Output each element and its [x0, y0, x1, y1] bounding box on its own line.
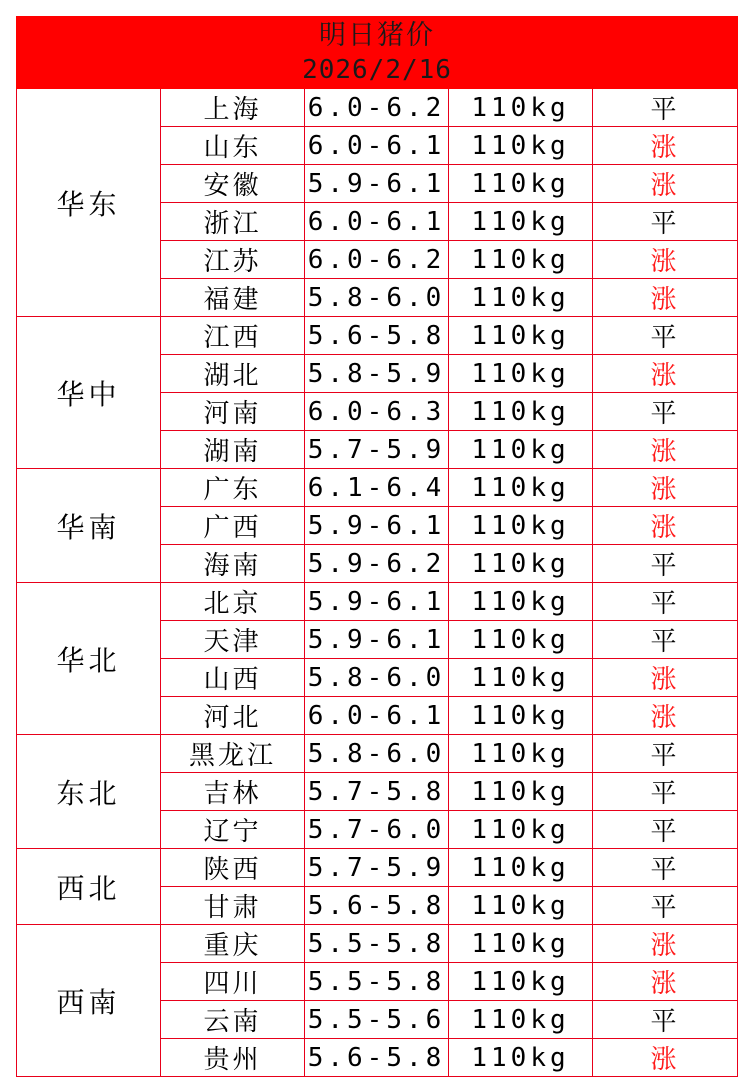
- price-cell: 5.7-5.9: [305, 849, 449, 887]
- region-cell: 西南: [17, 925, 161, 1077]
- weight-cell: 110kg: [449, 355, 593, 393]
- trend-cell: 平: [593, 545, 738, 583]
- price-cell: 6.0-6.1: [305, 203, 449, 241]
- province-cell: 重庆: [161, 925, 305, 963]
- trend-cell: 涨: [593, 507, 738, 545]
- weight-cell: 110kg: [449, 507, 593, 545]
- region-cell: 华东: [17, 89, 161, 317]
- price-cell: 5.8-5.9: [305, 355, 449, 393]
- price-cell: 6.0-6.1: [305, 697, 449, 735]
- table-row: [17, 583, 738, 621]
- price-cell: 5.7-5.9: [305, 431, 449, 469]
- price-cell: 5.8-6.0: [305, 659, 449, 697]
- table-row: [17, 89, 738, 127]
- province-cell: 浙江: [161, 203, 305, 241]
- price-cell: 5.9-6.1: [305, 621, 449, 659]
- price-cell: 5.5-5.6: [305, 1001, 449, 1039]
- pig-price-table: [16, 16, 738, 1077]
- trend-cell: 平: [593, 89, 738, 127]
- province-cell: 山东: [161, 127, 305, 165]
- weight-cell: 110kg: [449, 811, 593, 849]
- trend-cell: 平: [593, 317, 738, 355]
- weight-cell: 110kg: [449, 1039, 593, 1077]
- price-cell: 5.6-5.8: [305, 1039, 449, 1077]
- province-cell: 四川: [161, 963, 305, 1001]
- price-cell: 6.1-6.4: [305, 469, 449, 507]
- trend-cell: 平: [593, 203, 738, 241]
- weight-cell: 110kg: [449, 393, 593, 431]
- weight-cell: 110kg: [449, 659, 593, 697]
- region-cell: 华北: [17, 583, 161, 735]
- trend-cell: 平: [593, 887, 738, 925]
- weight-cell: 110kg: [449, 697, 593, 735]
- price-cell: 5.9-6.2: [305, 545, 449, 583]
- price-cell: 5.7-5.8: [305, 773, 449, 811]
- table-row: [17, 849, 738, 887]
- trend-cell: 涨: [593, 431, 738, 469]
- province-cell: 黑龙江: [161, 735, 305, 773]
- province-cell: 湖北: [161, 355, 305, 393]
- province-cell: 上海: [161, 89, 305, 127]
- region-cell: 东北: [17, 735, 161, 849]
- trend-cell: 平: [593, 393, 738, 431]
- weight-cell: 110kg: [449, 773, 593, 811]
- weight-cell: 110kg: [449, 1001, 593, 1039]
- trend-cell: 涨: [593, 469, 738, 507]
- trend-cell: 涨: [593, 355, 738, 393]
- weight-cell: 110kg: [449, 127, 593, 165]
- province-cell: 山西: [161, 659, 305, 697]
- weight-cell: 110kg: [449, 241, 593, 279]
- province-cell: 云南: [161, 1001, 305, 1039]
- trend-cell: 平: [593, 621, 738, 659]
- trend-cell: 平: [593, 849, 738, 887]
- province-cell: 江西: [161, 317, 305, 355]
- table-row: [17, 735, 738, 773]
- trend-cell: 涨: [593, 925, 738, 963]
- region-cell: 华中: [17, 317, 161, 469]
- province-cell: 天津: [161, 621, 305, 659]
- table-row: [17, 317, 738, 355]
- weight-cell: 110kg: [449, 583, 593, 621]
- trend-cell: 涨: [593, 659, 738, 697]
- weight-cell: 110kg: [449, 849, 593, 887]
- region-cell: 华南: [17, 469, 161, 583]
- weight-cell: 110kg: [449, 317, 593, 355]
- province-cell: 湖南: [161, 431, 305, 469]
- price-cell: 5.6-5.8: [305, 887, 449, 925]
- weight-cell: 110kg: [449, 887, 593, 925]
- price-cell: 5.5-5.8: [305, 963, 449, 1001]
- price-cell: 5.6-5.8: [305, 317, 449, 355]
- weight-cell: 110kg: [449, 469, 593, 507]
- weight-cell: 110kg: [449, 431, 593, 469]
- weight-cell: 110kg: [449, 165, 593, 203]
- province-cell: 福建: [161, 279, 305, 317]
- price-cell: 5.5-5.8: [305, 925, 449, 963]
- weight-cell: 110kg: [449, 279, 593, 317]
- price-cell: 6.0-6.2: [305, 89, 449, 127]
- price-cell: 6.0-6.2: [305, 241, 449, 279]
- trend-cell: 平: [593, 773, 738, 811]
- weight-cell: 110kg: [449, 735, 593, 773]
- province-cell: 陕西: [161, 849, 305, 887]
- province-cell: 北京: [161, 583, 305, 621]
- trend-cell: 平: [593, 583, 738, 621]
- trend-cell: 平: [593, 811, 738, 849]
- province-cell: 安徽: [161, 165, 305, 203]
- price-cell: 5.9-6.1: [305, 583, 449, 621]
- price-cell: 6.0-6.3: [305, 393, 449, 431]
- trend-cell: 涨: [593, 1039, 738, 1077]
- province-cell: 海南: [161, 545, 305, 583]
- table-title: 明日猪价: [319, 19, 436, 51]
- weight-cell: 110kg: [449, 621, 593, 659]
- province-cell: 广西: [161, 507, 305, 545]
- region-cell: 西北: [17, 849, 161, 925]
- price-cell: 5.7-6.0: [305, 811, 449, 849]
- price-cell: 5.9-6.1: [305, 507, 449, 545]
- trend-cell: 平: [593, 1001, 738, 1039]
- trend-cell: 涨: [593, 963, 738, 1001]
- table-row: [17, 469, 738, 507]
- province-cell: 甘肃: [161, 887, 305, 925]
- province-cell: 广东: [161, 469, 305, 507]
- price-cell: 5.9-6.1: [305, 165, 449, 203]
- province-cell: 吉林: [161, 773, 305, 811]
- province-cell: 河北: [161, 697, 305, 735]
- trend-cell: 涨: [593, 241, 738, 279]
- trend-cell: 涨: [593, 127, 738, 165]
- weight-cell: 110kg: [449, 963, 593, 1001]
- price-cell: 5.8-6.0: [305, 279, 449, 317]
- province-cell: 辽宁: [161, 811, 305, 849]
- trend-cell: 涨: [593, 165, 738, 203]
- province-cell: 江苏: [161, 241, 305, 279]
- weight-cell: 110kg: [449, 203, 593, 241]
- trend-cell: 涨: [593, 697, 738, 735]
- weight-cell: 110kg: [449, 89, 593, 127]
- weight-cell: 110kg: [449, 925, 593, 963]
- table-header: [17, 17, 738, 89]
- trend-cell: 涨: [593, 279, 738, 317]
- weight-cell: 110kg: [449, 545, 593, 583]
- province-cell: 河南: [161, 393, 305, 431]
- table-row: [17, 925, 738, 963]
- price-cell: 5.8-6.0: [305, 735, 449, 773]
- price-cell: 6.0-6.1: [305, 127, 449, 165]
- province-cell: 贵州: [161, 1039, 305, 1077]
- price-table-body: [17, 17, 738, 1077]
- table-date: 2026/2/16: [302, 54, 452, 85]
- trend-cell: 平: [593, 735, 738, 773]
- header-row: [17, 17, 738, 89]
